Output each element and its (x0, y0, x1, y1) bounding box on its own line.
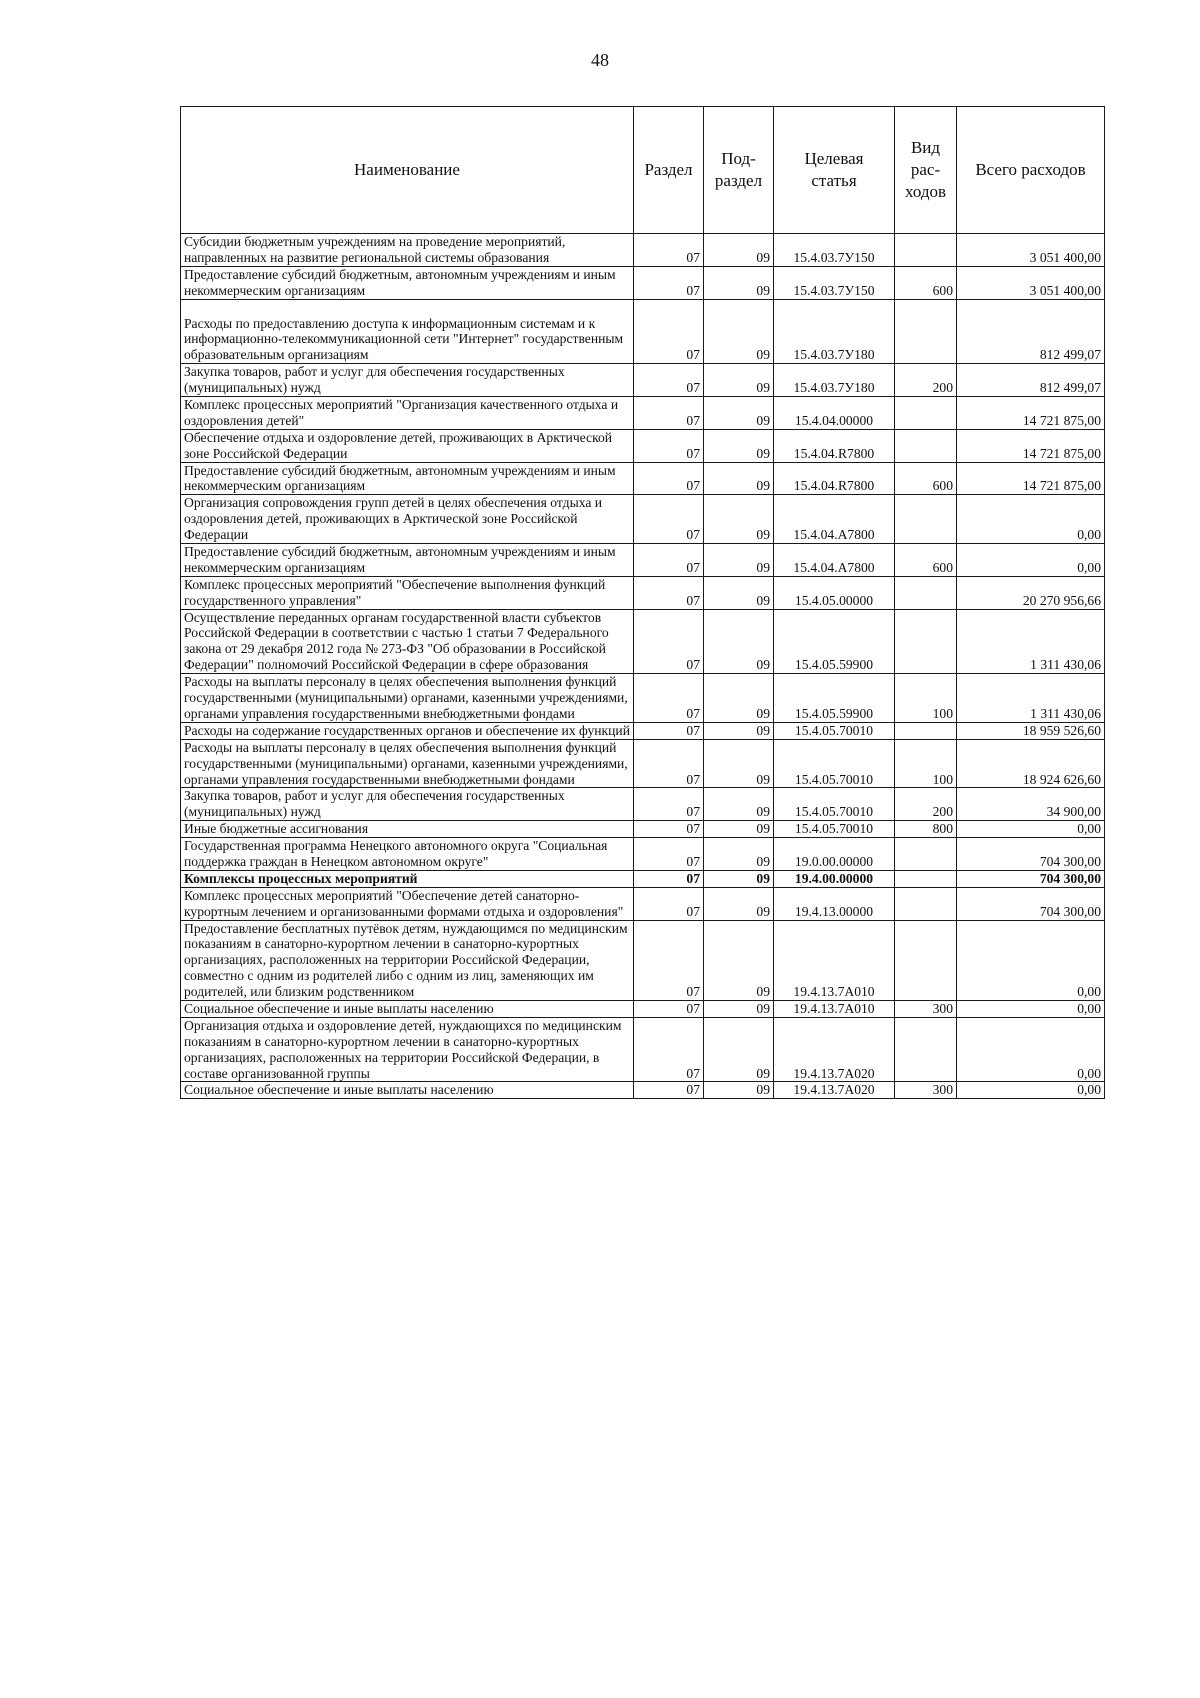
cell-total: 3 051 400,00 (957, 266, 1105, 299)
cell-total: 0,00 (957, 544, 1105, 577)
table-row (181, 788, 1105, 821)
cell-razdel: 07 (634, 234, 704, 267)
cell-target-code: 15.4.04.00000 (774, 397, 895, 430)
cell-expense-type: 600 (895, 462, 957, 495)
table-row (181, 397, 1105, 430)
cell-total: 14 721 875,00 (957, 462, 1105, 495)
cell-expense-type (895, 495, 957, 544)
cell-target-code: 15.4.03.7У150 (774, 266, 895, 299)
cell-name: Иные бюджетные ассигнования (181, 821, 634, 838)
cell-name: Социальное обеспечение и иные выплаты населению (181, 1082, 634, 1099)
cell-expense-type (895, 576, 957, 609)
budget-table (180, 106, 1105, 1099)
cell-razdel: 07 (634, 1017, 704, 1082)
cell-total: 0,00 (957, 821, 1105, 838)
cell-target-code: 19.4.00.00000 (774, 870, 895, 887)
table-row (181, 364, 1105, 397)
cell-name: Организация сопровождения групп детей в целях обеспечения отдыха и оздоровления детей, проживающих в Арктической зоне Российской Федерации (181, 495, 634, 544)
cell-podrazdel: 09 (704, 1082, 774, 1099)
cell-expense-type (895, 234, 957, 267)
table-row (181, 920, 1105, 1000)
cell-total: 1 311 430,06 (957, 609, 1105, 674)
cell-podrazdel: 09 (704, 429, 774, 462)
cell-expense-type: 100 (895, 739, 957, 788)
table-row (181, 429, 1105, 462)
cell-total: 0,00 (957, 920, 1105, 1000)
cell-name: Государственная программа Ненецкого автономного округа "Социальная поддержка граждан в Ненецком автономном округе" (181, 838, 634, 871)
table-row (181, 234, 1105, 267)
header-podrazdel: Под- раздел (704, 107, 774, 234)
cell-podrazdel: 09 (704, 266, 774, 299)
cell-razdel: 07 (634, 1000, 704, 1017)
cell-expense-type (895, 397, 957, 430)
table-row (181, 1017, 1105, 1082)
cell-total: 1 311 430,06 (957, 674, 1105, 723)
cell-razdel: 07 (634, 821, 704, 838)
table-row (181, 722, 1105, 739)
table-row (181, 838, 1105, 871)
cell-target-code: 19.4.13.00000 (774, 887, 895, 920)
cell-total: 0,00 (957, 495, 1105, 544)
cell-total: 14 721 875,00 (957, 397, 1105, 430)
table-row (181, 495, 1105, 544)
cell-name: Комплекс процессных мероприятий "Организация качественного отдыха и оздоровления детей" (181, 397, 634, 430)
cell-target-code: 15.4.05.00000 (774, 576, 895, 609)
cell-name: Субсидии бюджетным учреждениям на проведение мероприятий, направленных на развитие региональной системы образования (181, 234, 634, 267)
cell-target-code: 15.4.05.70010 (774, 722, 895, 739)
cell-total: 18 959 526,60 (957, 722, 1105, 739)
header-name: Наименование (181, 107, 634, 234)
cell-expense-type (895, 838, 957, 871)
cell-razdel: 07 (634, 266, 704, 299)
header-celevaya-statya: Целевая статья (774, 107, 895, 234)
table-row (181, 739, 1105, 788)
cell-target-code: 19.0.00.00000 (774, 838, 895, 871)
cell-name: Предоставление субсидий бюджетным, автономным учреждениям и иным некоммерческим организациям (181, 462, 634, 495)
cell-razdel: 07 (634, 316, 704, 364)
cell-expense-type: 100 (895, 674, 957, 723)
table-row (181, 1082, 1105, 1099)
cell-total: 704 300,00 (957, 870, 1105, 887)
table-row (181, 266, 1105, 299)
cell-podrazdel: 09 (704, 462, 774, 495)
cell-name: Расходы по предоставлению доступа к информационным системам и к информационно-телекоммуникационной сети "Интернет" государственным образовательным организациям (181, 316, 634, 364)
cell-name: Расходы на содержание государственных органов и обеспечение их функций (181, 722, 634, 739)
cell-podrazdel: 09 (704, 234, 774, 267)
cell-total: 704 300,00 (957, 838, 1105, 871)
page-number: 48 (591, 50, 609, 70)
cell-expense-type (895, 920, 957, 1000)
cell-name: Закупка товаров, работ и услуг для обеспечения государственных (муниципальных) нужд (181, 364, 634, 397)
table-row (181, 887, 1105, 920)
cell-total: 18 924 626,60 (957, 739, 1105, 788)
cell-razdel: 07 (634, 364, 704, 397)
table-row (181, 609, 1105, 674)
cell-total: 3 051 400,00 (957, 234, 1105, 267)
cell-razdel: 07 (634, 576, 704, 609)
cell-target-code: 15.4.05.70010 (774, 821, 895, 838)
cell-target-code: 15.4.03.7У180 (774, 316, 895, 364)
table-row (181, 674, 1105, 723)
cell-target-code: 15.4.05.70010 (774, 788, 895, 821)
cell-podrazdel: 09 (704, 364, 774, 397)
cell-target-code: 15.4.04.A7800 (774, 544, 895, 577)
cell-podrazdel: 09 (704, 870, 774, 887)
cell-podrazdel: 09 (704, 674, 774, 723)
cell-podrazdel: 09 (704, 739, 774, 788)
cell-target-code: 15.4.05.59900 (774, 674, 895, 723)
cell-razdel: 07 (634, 838, 704, 871)
cell-expense-type: 300 (895, 1000, 957, 1017)
cell-expense-type (895, 1017, 957, 1082)
header-total: Всего расходов (957, 107, 1105, 234)
cell-expense-type: 800 (895, 821, 957, 838)
table-row (181, 462, 1105, 495)
cell-target-code: 15.4.04.A7800 (774, 495, 895, 544)
cell-total: 0,00 (957, 1082, 1105, 1099)
cell-total: 20 270 956,66 (957, 576, 1105, 609)
cell-expense-type: 200 (895, 364, 957, 397)
table-row (181, 576, 1105, 609)
cell-expense-type: 600 (895, 544, 957, 577)
cell-expense-type: 200 (895, 788, 957, 821)
cell-expense-type (895, 316, 957, 364)
cell-name: Комплексы процессных мероприятий (181, 870, 634, 887)
cell-razdel: 07 (634, 462, 704, 495)
cell-target-code: 15.4.05.59900 (774, 609, 895, 674)
cell-target-code: 15.4.04.R7800 (774, 429, 895, 462)
cell-razdel: 07 (634, 887, 704, 920)
table-row (181, 316, 1105, 364)
cell-target-code: 15.4.05.70010 (774, 739, 895, 788)
cell-razdel: 07 (634, 739, 704, 788)
cell-expense-type (895, 609, 957, 674)
cell-expense-type (895, 870, 957, 887)
cell-total: 812 499,07 (957, 364, 1105, 397)
cell-razdel: 07 (634, 722, 704, 739)
cell-razdel: 07 (634, 397, 704, 430)
header-vid-rashodov: Вид рас- ходов (895, 107, 957, 234)
cell-razdel: 07 (634, 609, 704, 674)
spacer-row (181, 299, 1105, 316)
table-row (181, 821, 1105, 838)
cell-name: Организация отдыха и оздоровление детей, нуждающихся по медицинским показаниям в санаторно-курортном лечении в санаторно-курортных организациях, расположенных на территории Российской Федерации, в составе организованной группы (181, 1017, 634, 1082)
cell-target-code: 15.4.04.R7800 (774, 462, 895, 495)
cell-razdel: 07 (634, 870, 704, 887)
cell-name: Предоставление субсидий бюджетным, автономным учреждениям и иным некоммерческим организациям (181, 266, 634, 299)
cell-total: 0,00 (957, 1000, 1105, 1017)
cell-name: Осуществление переданных органам государственной власти субъектов Российской Федерации в соответствии с частью 1 статьи 7 Федерального закона от 29 декабря 2012 года № 273-ФЗ "Об образовании в Российской Федерации" полномочий Российской Федерации в сфере образования (181, 609, 634, 674)
table-row (181, 544, 1105, 577)
cell-name: Социальное обеспечение и иные выплаты населению (181, 1000, 634, 1017)
cell-razdel: 07 (634, 1082, 704, 1099)
cell-name: Закупка товаров, работ и услуг для обеспечения государственных (муниципальных) нужд (181, 788, 634, 821)
cell-podrazdel: 09 (704, 316, 774, 364)
cell-total: 34 900,00 (957, 788, 1105, 821)
cell-podrazdel: 09 (704, 821, 774, 838)
cell-podrazdel: 09 (704, 788, 774, 821)
cell-razdel: 07 (634, 495, 704, 544)
cell-razdel: 07 (634, 674, 704, 723)
cell-podrazdel: 09 (704, 838, 774, 871)
cell-expense-type (895, 887, 957, 920)
cell-total: 14 721 875,00 (957, 429, 1105, 462)
table-row (181, 1000, 1105, 1017)
cell-expense-type: 300 (895, 1082, 957, 1099)
table-header (181, 107, 1105, 234)
cell-razdel: 07 (634, 544, 704, 577)
cell-podrazdel: 09 (704, 397, 774, 430)
cell-target-code: 15.4.03.7У180 (774, 364, 895, 397)
table-body (181, 234, 1105, 1099)
cell-podrazdel: 09 (704, 495, 774, 544)
cell-podrazdel: 09 (704, 1000, 774, 1017)
cell-podrazdel: 09 (704, 920, 774, 1000)
cell-target-code: 19.4.13.7А020 (774, 1082, 895, 1099)
cell-expense-type (895, 429, 957, 462)
cell-expense-type: 600 (895, 266, 957, 299)
cell-total: 704 300,00 (957, 887, 1105, 920)
header-razdel: Раздел (634, 107, 704, 234)
cell-razdel: 07 (634, 788, 704, 821)
cell-podrazdel: 09 (704, 1017, 774, 1082)
cell-razdel: 07 (634, 920, 704, 1000)
cell-target-code: 19.4.13.7А010 (774, 1000, 895, 1017)
cell-name: Обеспечение отдыха и оздоровление детей, проживающих в Арктической зоне Российской Федерации (181, 429, 634, 462)
cell-name: Предоставление бесплатных путёвок детям, нуждающимся по медицинским показаниям в санаторно-курортном лечении в санаторно-курортных организациях, расположенных на территории Российской Федерации, совместно с одним из родителей либо с одним из лиц, заменяющих им родителей, или близким родственником (181, 920, 634, 1000)
cell-name: Расходы на выплаты персоналу в целях обеспечения выполнения функций государственными (муниципальными) органами, казенными учреждениями, органами управления государственными внебюджетными фондами (181, 674, 634, 723)
cell-podrazdel: 09 (704, 576, 774, 609)
table-row (181, 870, 1105, 887)
cell-expense-type (895, 722, 957, 739)
cell-name: Расходы на выплаты персоналу в целях обеспечения выполнения функций государственными (муниципальными) органами, казенными учреждениями, органами управления государственными внебюджетными фондами (181, 739, 634, 788)
cell-name: Комплекс процессных мероприятий "Обеспечение выполнения функций государственного управления" (181, 576, 634, 609)
cell-podrazdel: 09 (704, 887, 774, 920)
cell-podrazdel: 09 (704, 722, 774, 739)
cell-target-code: 15.4.03.7У150 (774, 234, 895, 267)
cell-target-code: 19.4.13.7А020 (774, 1017, 895, 1082)
cell-name: Комплекс процессных мероприятий "Обеспечение детей санаторно-курортным лечением и организованными формами отдыха и оздоровления" (181, 887, 634, 920)
cell-total: 812 499,07 (957, 316, 1105, 364)
cell-name: Предоставление субсидий бюджетным, автономным учреждениям и иным некоммерческим организациям (181, 544, 634, 577)
cell-podrazdel: 09 (704, 544, 774, 577)
cell-podrazdel: 09 (704, 609, 774, 674)
cell-total: 0,00 (957, 1017, 1105, 1082)
cell-target-code: 19.4.13.7А010 (774, 920, 895, 1000)
cell-razdel: 07 (634, 429, 704, 462)
